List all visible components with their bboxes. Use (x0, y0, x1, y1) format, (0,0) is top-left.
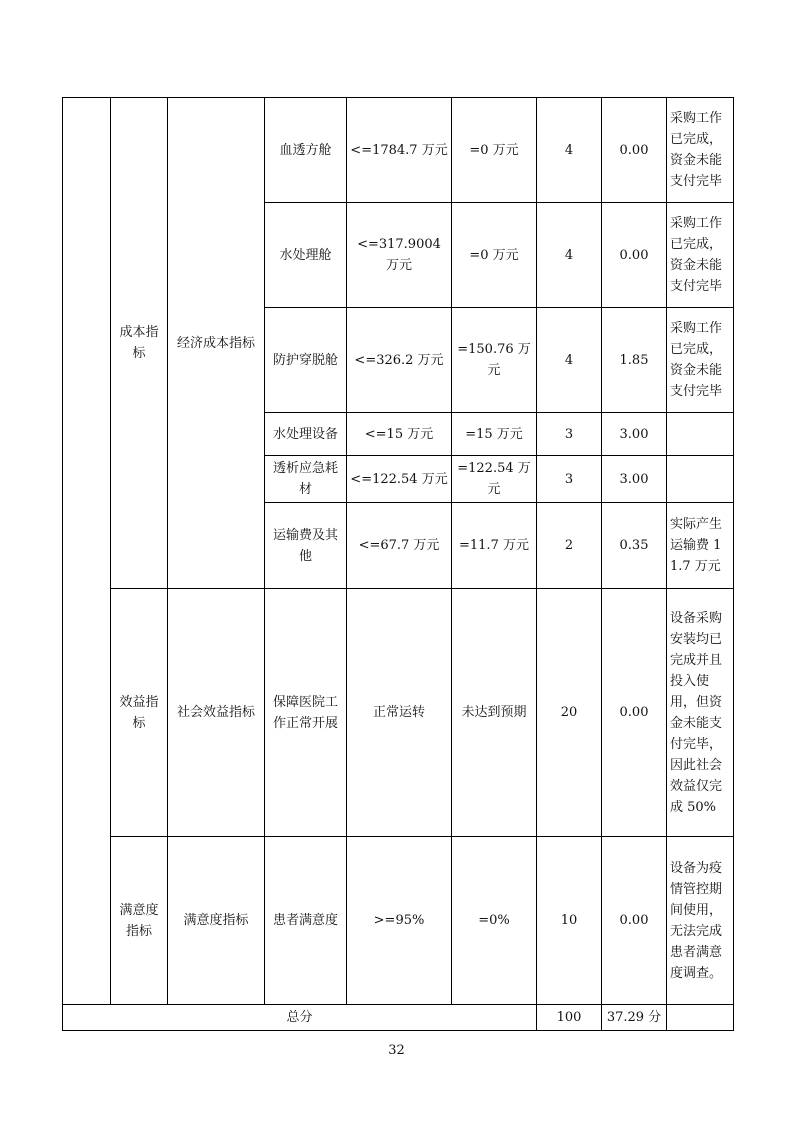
table-row (63, 589, 734, 837)
target-cell: <=317.9004 万元 (347, 203, 452, 308)
benefit-secondary-cell: 社会效益指标 (168, 589, 265, 837)
note-cell: 采购工作已完成，资金未能支付完毕 (667, 98, 734, 203)
actual-cell: =15 万元 (452, 413, 537, 456)
score-cell: 0.00 (602, 589, 667, 837)
note-cell: 采购工作已完成，资金未能支付完毕 (667, 308, 734, 413)
first-level-cell (63, 98, 111, 1005)
score-cell: 0.00 (602, 98, 667, 203)
table-row (63, 98, 734, 203)
actual-cell: =0% (452, 837, 537, 1005)
score-cell: 0.00 (602, 837, 667, 1005)
indicator-cell: 保障医院工作正常开展 (265, 589, 347, 837)
performance-table (62, 97, 734, 1031)
note-cell (667, 413, 734, 456)
weight-cell: 3 (537, 456, 602, 503)
satisfaction-primary-cell: 满意度指标 (111, 837, 168, 1005)
target-cell: >=95% (347, 837, 452, 1005)
total-label: 总分 (63, 1005, 537, 1031)
actual-cell: =122.54 万元 (452, 456, 537, 503)
note-cell: 设备采购安装均已完成并且投入使用，但资金未能支付完毕，因此社会效益仅完成 50% (667, 589, 734, 837)
satisfaction-secondary-cell: 满意度指标 (168, 837, 265, 1005)
indicator-cell: 运输费及其他 (265, 503, 347, 589)
target-cell: <=122.54 万元 (347, 456, 452, 503)
total-score: 37.29 分 (602, 1005, 667, 1031)
target-cell: <=326.2 万元 (347, 308, 452, 413)
weight-cell: 4 (537, 98, 602, 203)
indicator-cell: 水处理舱 (265, 203, 347, 308)
target-cell: 正常运转 (347, 589, 452, 837)
indicator-cell: 血透方舱 (265, 98, 347, 203)
weight-cell: 10 (537, 837, 602, 1005)
indicator-cell: 患者满意度 (265, 837, 347, 1005)
actual-cell: =11.7 万元 (452, 503, 537, 589)
page-number: 32 (388, 1043, 405, 1058)
score-cell: 0.35 (602, 503, 667, 589)
note-cell: 设备为疫情管控期间使用，无法完成患者满意度调查。 (667, 837, 734, 1005)
note-cell: 采购工作已完成，资金未能支付完毕 (667, 203, 734, 308)
target-cell: <=67.7 万元 (347, 503, 452, 589)
score-cell: 0.00 (602, 203, 667, 308)
benefit-primary-cell: 效益指标 (111, 589, 168, 837)
actual-cell: =150.76 万元 (452, 308, 537, 413)
weight-cell: 20 (537, 589, 602, 837)
indicator-cell: 水处理设备 (265, 413, 347, 456)
weight-cell: 2 (537, 503, 602, 589)
note-cell: 实际产生运输费 11.7 万元 (667, 503, 734, 589)
note-cell (667, 456, 734, 503)
actual-cell: 未达到预期 (452, 589, 537, 837)
indicator-cell: 透析应急耗材 (265, 456, 347, 503)
score-cell: 3.00 (602, 456, 667, 503)
weight-cell: 3 (537, 413, 602, 456)
score-cell: 3.00 (602, 413, 667, 456)
cost-primary-cell: 成本指标 (111, 98, 168, 589)
weight-cell: 4 (537, 203, 602, 308)
total-row (63, 1005, 734, 1031)
cost-secondary-cell: 经济成本指标 (168, 98, 265, 589)
target-cell: <=1784.7 万元 (347, 98, 452, 203)
weight-cell: 4 (537, 308, 602, 413)
table-row (63, 837, 734, 1005)
score-cell: 1.85 (602, 308, 667, 413)
target-cell: <=15 万元 (347, 413, 452, 456)
actual-cell: =0 万元 (452, 203, 537, 308)
actual-cell: =0 万元 (452, 98, 537, 203)
total-weight: 100 (537, 1005, 602, 1031)
indicator-cell: 防护穿脱舱 (265, 308, 347, 413)
total-note (667, 1005, 734, 1031)
